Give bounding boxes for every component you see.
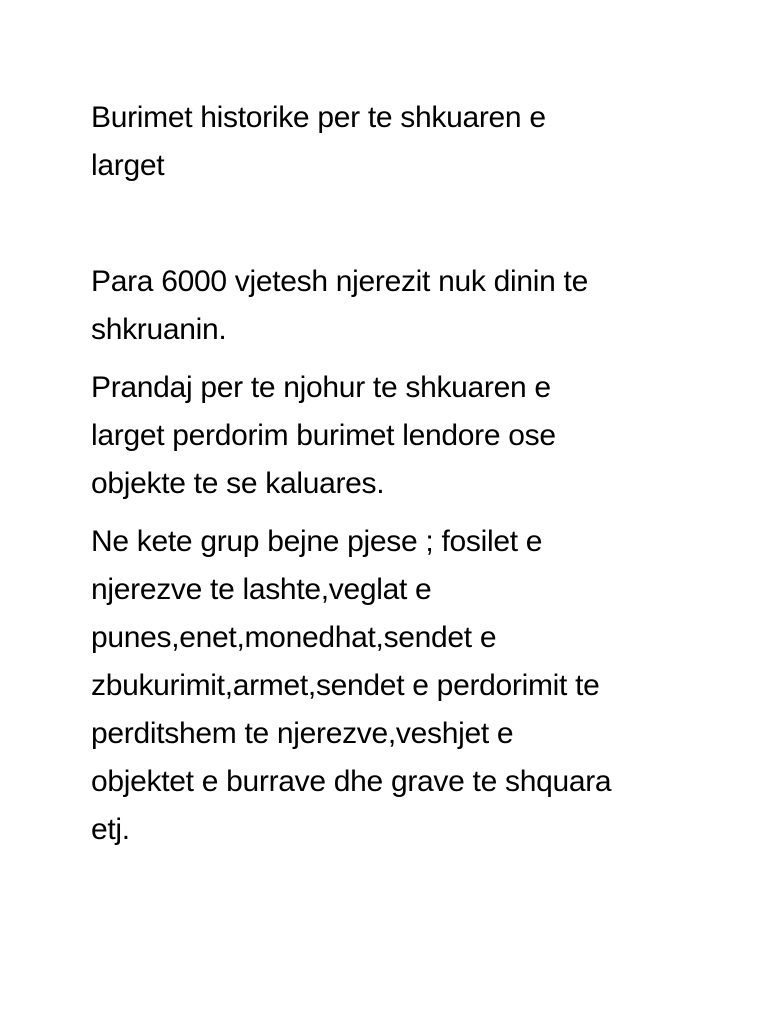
paragraph-line: punes,enet,monedhat,sendet e [91, 621, 497, 654]
paragraph-writing-history [91, 258, 588, 354]
paragraph-line: perditshem te njerezve,veshjet e [91, 717, 514, 750]
paragraph-material-sources [91, 364, 556, 508]
paragraph-line: objekte te se kaluares. [91, 467, 385, 500]
paragraph-line: objektet e burrave dhe grave te shquara [91, 765, 612, 798]
title-line: larget [91, 149, 165, 182]
paragraph-line: Prandaj per te njohur te shkuaren e [91, 371, 551, 404]
title-line: Burimet historike per te shkuaren e [91, 101, 546, 134]
paragraph-line: Ne kete grup bejne pjese ; fosilet e [91, 525, 543, 558]
paragraph-line: njerezve te lashte,veglat e [91, 573, 432, 606]
paragraph-line: etj. [91, 813, 130, 846]
paragraph-line: zbukurimit,armet,sendet e perdorimit te [91, 669, 600, 702]
paragraph-source-examples [91, 518, 611, 854]
paragraph-line: Para 6000 vjetesh njerezit nuk dinin te [91, 265, 588, 298]
paragraph-line: shkruanin. [91, 313, 227, 346]
paragraph-line: larget perdorim burimet lendore ose [91, 419, 556, 452]
document-title [91, 94, 546, 190]
